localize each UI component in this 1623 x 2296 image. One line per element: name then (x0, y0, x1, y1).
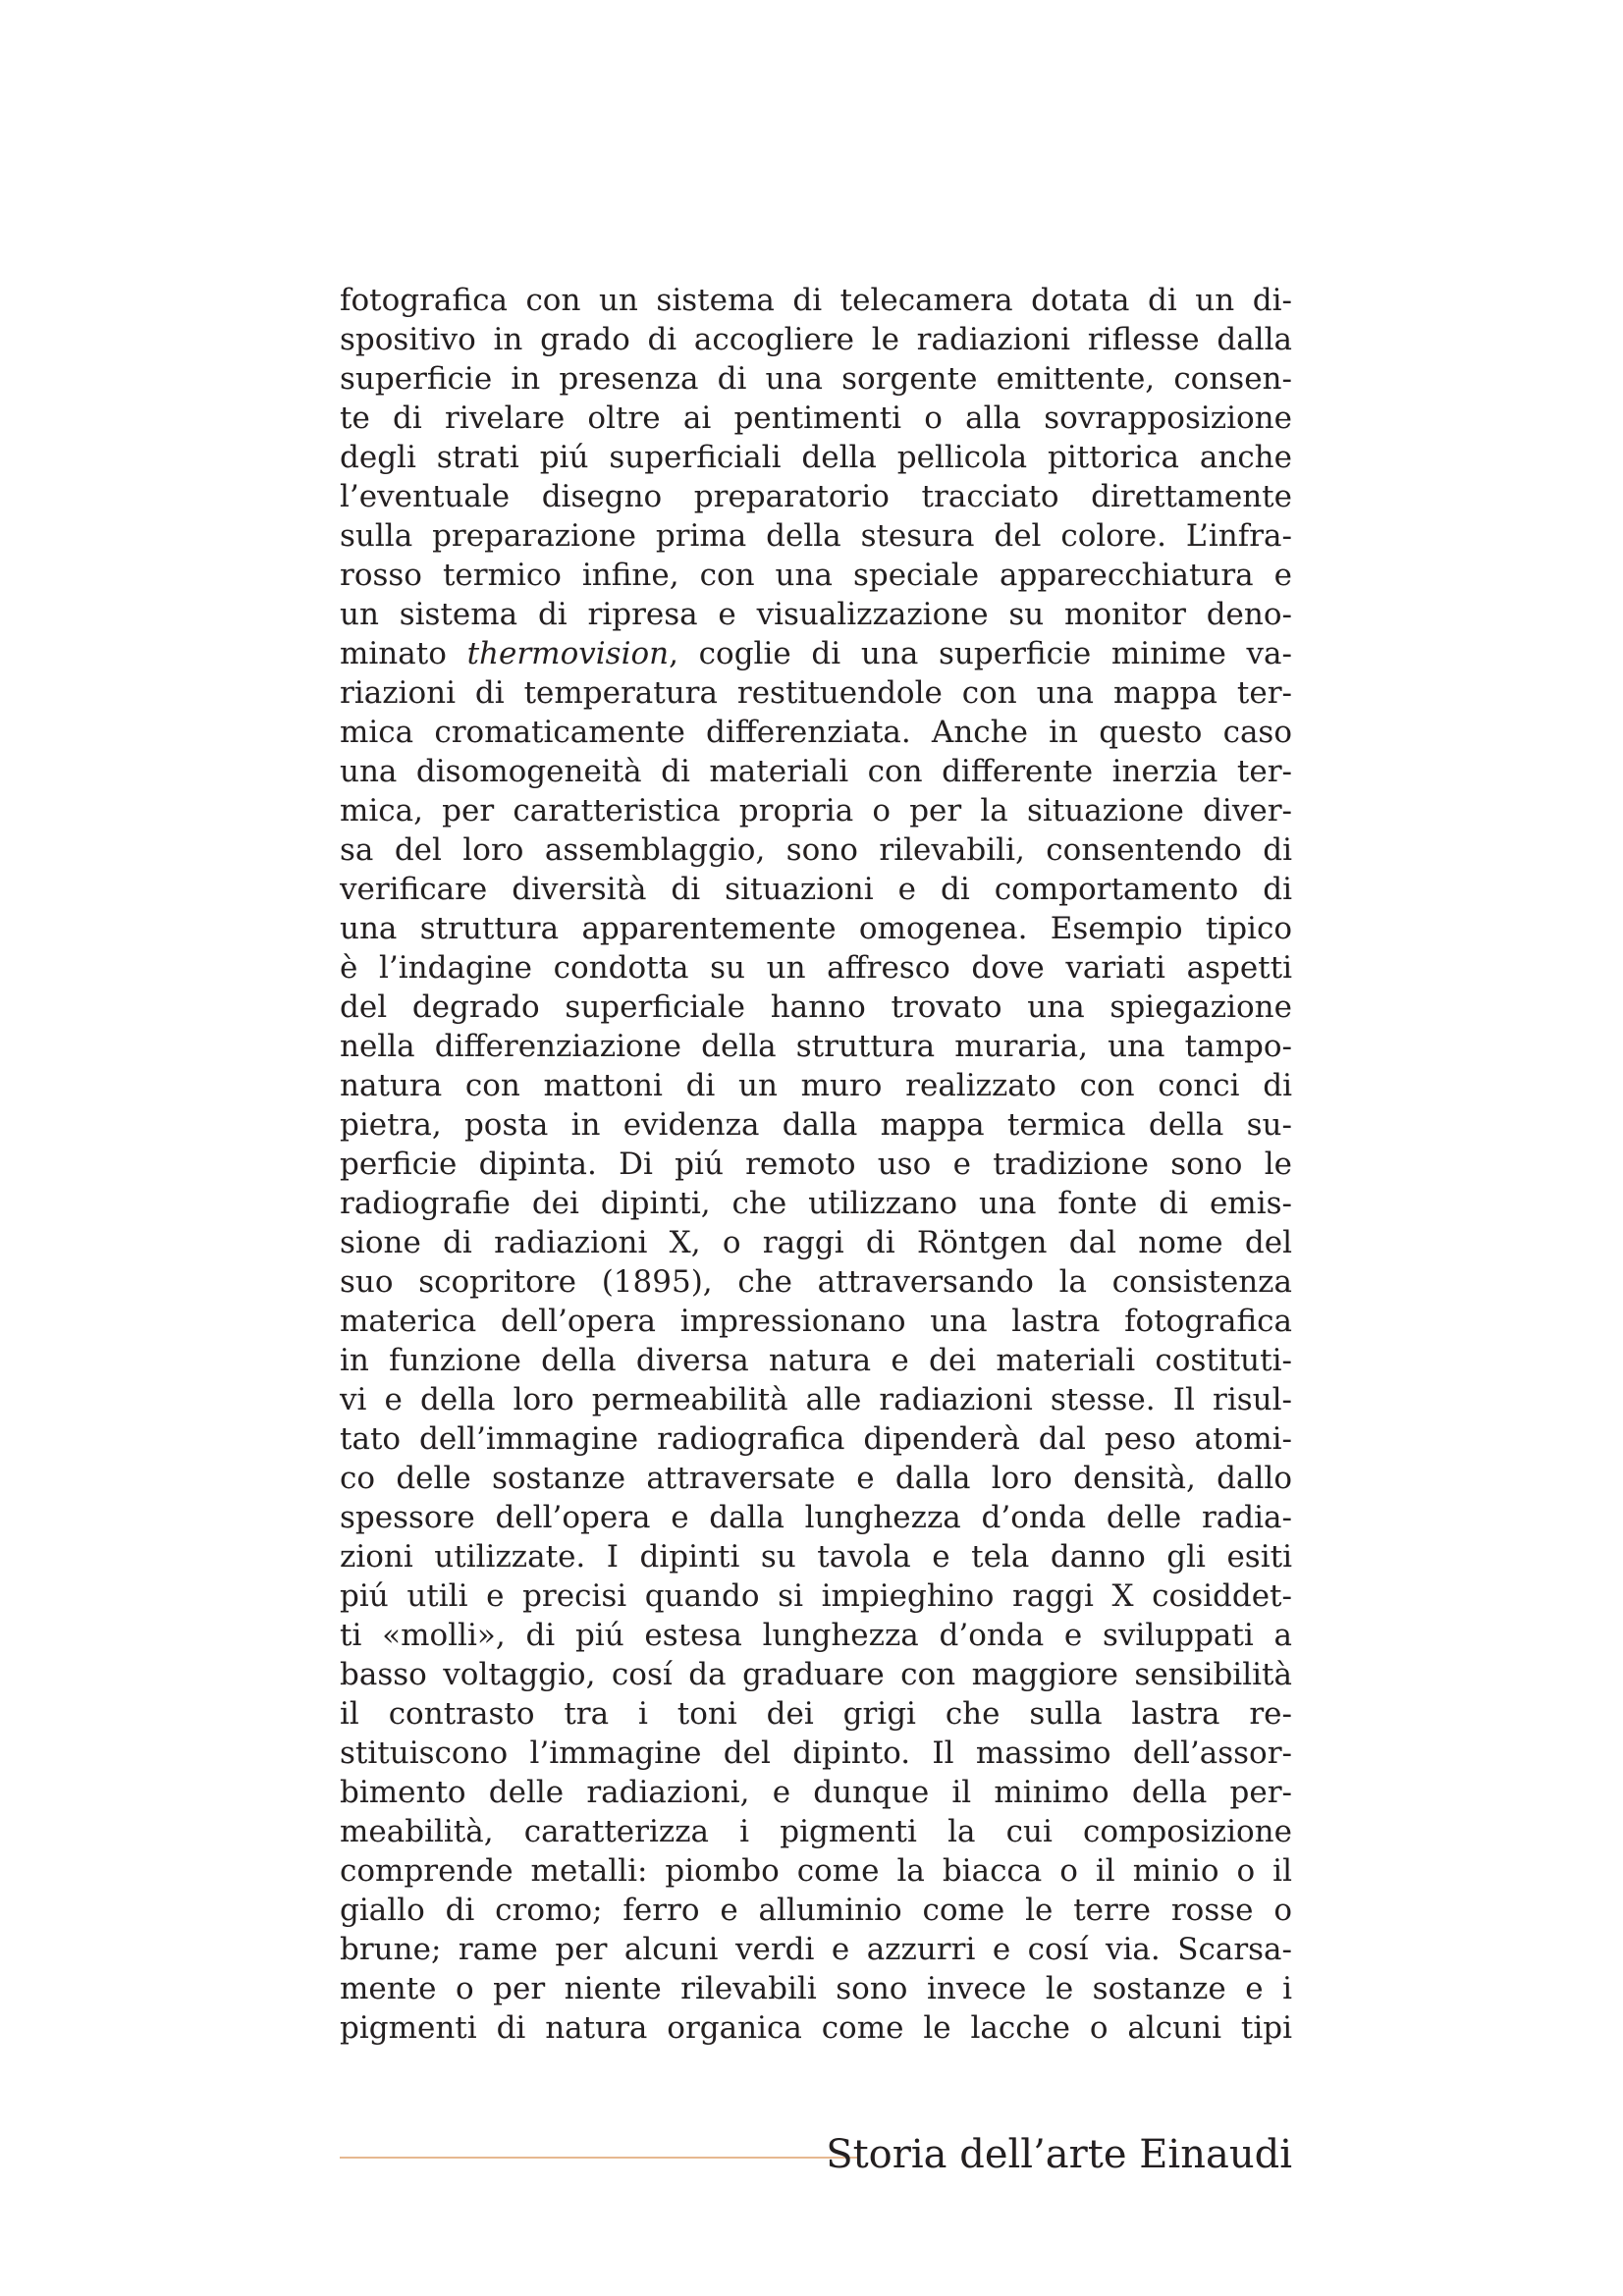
text-line: vi e della loro permeabilità alle radiazioni stesse. Il risul- (340, 1382, 1292, 1417)
text-line: spositivo in grado di accogliere le radiazioni riflesse dalla (340, 322, 1292, 357)
text-line: co delle sostanze attraversate e dalla loro densità, dallo (340, 1461, 1292, 1496)
text-line: meabilità, caratterizza i pigmenti la cui composizione (340, 1814, 1292, 1849)
text-line: pigmenti di natura organica come le lacche o alcuni tipi (340, 2010, 1292, 2046)
body-text (340, 281, 1292, 2048)
text-line: una disomogeneità di materiali con differente inerzia ter- (340, 754, 1292, 789)
text-line: zioni utilizzate. I dipinti su tavola e tela danno gli esiti (340, 1539, 1292, 1575)
page-footer (340, 2130, 1292, 2179)
text-line-mixed (340, 634, 1292, 673)
text-line: comprende metalli: piombo come la biacca o il minio o il (340, 1853, 1292, 1889)
text-line: natura con mattoni di un muro realizzato con conci di (340, 1068, 1292, 1103)
footer-rule (340, 2157, 860, 2159)
text-line: sulla preparazione prima della stesura del colore. L’infra- (340, 518, 1292, 554)
text-line: una struttura apparentemente omogenea. Esempio tipico (340, 911, 1292, 946)
publication-title: Storia dell’arte Einaudi (826, 2132, 1292, 2177)
text-line: pietra, posta in evidenza dalla mappa termica della su- (340, 1107, 1292, 1143)
text-fragment: , coglie di una superficie minime va- (669, 636, 1292, 671)
text-line: riazioni di temperatura restituendole con una mappa ter- (340, 675, 1292, 711)
text-line: superficie in presenza di una sorgente emittente, consen- (340, 361, 1292, 397)
text-line: mica, per caratteristica propria o per la situazione diver- (340, 793, 1292, 828)
text-line: basso voltaggio, cosí da graduare con maggiore sensibilità (340, 1657, 1292, 1692)
text-line: te di rivelare oltre ai pentimenti o alla sovrapposizione (340, 400, 1292, 436)
text-line: mente o per niente rilevabili sono invece le sostanze e i (340, 1971, 1292, 2006)
text-line: del degrado superficiale hanno trovato una spiegazione (340, 989, 1292, 1025)
text-line: spessore dell’opera e dalla lunghezza d’onda delle radia- (340, 1500, 1292, 1535)
text-line: mica cromaticamente differenziata. Anche in questo caso (340, 715, 1292, 750)
text-line: rosso termico infine, con una speciale apparecchiatura e (340, 558, 1292, 593)
text-line: materica dell’opera impressionano una lastra fotografica (340, 1304, 1292, 1339)
italic-term: thermovision (466, 636, 670, 671)
text-line: fotografica con un sistema di telecamera dotata di un di- (340, 283, 1292, 318)
text-line: un sistema di ripresa e visualizzazione su monitor deno- (340, 597, 1292, 632)
text-line: bimento delle radiazioni, e dunque il minimo della per- (340, 1775, 1292, 1810)
text-line: degli strati piú superficiali della pellicola pittorica anche (340, 440, 1292, 475)
text-line: tato dell’immagine radiografica dipenderà dal peso atomi- (340, 1421, 1292, 1457)
text-line: suo scopritore (1895), che attraversando la consistenza (340, 1264, 1292, 1300)
text-line: radiografie dei dipinti, che utilizzano una fonte di emis- (340, 1186, 1292, 1221)
text-line: verificare diversità di situazioni e di comportamento di (340, 872, 1292, 907)
text-line: brune; rame per alcuni verdi e azzurri e cosí via. Scarsa- (340, 1932, 1292, 1967)
text-line: nella differenziazione della struttura muraria, una tampo- (340, 1029, 1292, 1064)
text-line: piú utili e precisi quando si impieghino raggi X cosiddet- (340, 1578, 1292, 1614)
text-line: ti «molli», di piú estesa lunghezza d’onda e sviluppati a (340, 1618, 1292, 1653)
text-line: perficie dipinta. Di piú remoto uso e tradizione sono le (340, 1147, 1292, 1182)
text-line: in funzione della diversa natura e dei materiali costituti- (340, 1343, 1292, 1378)
text-line: il contrasto tra i toni dei grigi che sulla lastra re- (340, 1696, 1292, 1732)
text-line: stituiscono l’immagine del dipinto. Il massimo dell’assor- (340, 1735, 1292, 1771)
text-line: l’eventuale disegno preparatorio tracciato direttamente (340, 479, 1292, 514)
text-line: sione di radiazioni X, o raggi di Röntgen dal nome del (340, 1225, 1292, 1260)
text-line: sa del loro assemblaggio, sono rilevabili, consentendo di (340, 832, 1292, 868)
text-line: è l’indagine condotta su un affresco dove variati aspetti (340, 950, 1292, 986)
text-line: giallo di cromo; ferro e alluminio come le terre rosse o (340, 1893, 1292, 1928)
text-fragment: minato (340, 636, 447, 671)
